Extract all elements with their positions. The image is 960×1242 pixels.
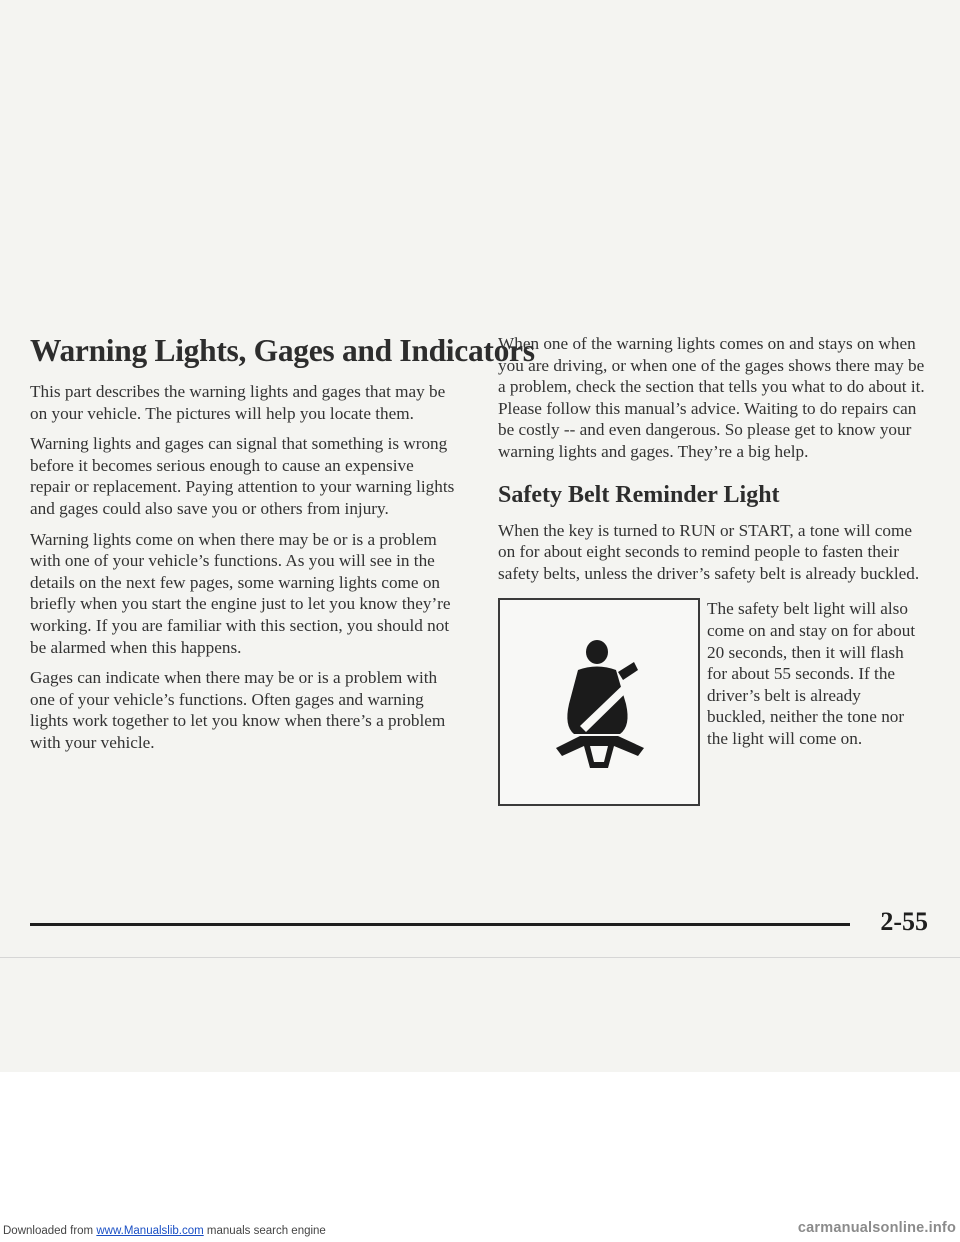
watermark: carmanualsonline.info <box>797 1220 956 1236</box>
paragraph-gages: Gages can indicate when there may be or is a problem with one of your vehicle’s functions. Often gages and warning lights work together to let you know when there’s a problem with your vehicle. <box>30 668 446 752</box>
manualslib-link[interactable]: www.Manualslib.com <box>96 1225 204 1237</box>
figure-row <box>498 598 930 808</box>
figure-caption-block <box>707 598 922 758</box>
download-credit <box>3 1225 326 1237</box>
paragraph-warning-signal: Warning lights and gages can signal that something is wrong before it becomes serious enough to cause an expensive repair or replacement. Paying attention to your warning lights and gages could also save you or others from injury. <box>30 434 455 518</box>
paragraph-reminder-tone: When the key is turned to RUN or START, a tone will come on for about eight seconds to remind people to fasten their safety belts, unless the driver’s safety belt is already buckled. <box>498 520 920 583</box>
paragraph-stays-on: When one of the warning lights comes on and stays on when you are driving, or when one of the gages shows there may be a problem, check the section that tells you what to do about it. Please follow this manual’s advice. Waiting to do repairs can be costly -- and even dangerous. So please get to know your warning lights and gages. They’re a big help. <box>498 334 925 461</box>
figure-caption: The safety belt light will also come on and stay on for about 20 seconds, then it will flash for about 55 seconds. If the driver’s belt is already buckled, neither the tone nor the light will come on. <box>707 599 916 748</box>
page-number: 2-55 <box>880 907 928 936</box>
right-column <box>498 333 930 808</box>
safety-belt-icon <box>500 600 698 804</box>
left-column <box>30 333 535 763</box>
footer-rule <box>30 923 850 926</box>
paragraph-warning-lights: Warning lights come on when there may be or is a problem with one of your vehicle’s functions. As you will see in the details on the next few pages, some warning lights come on briefly when you start the engine just to let you know they’re working. If you are familiar with this section, you should not be alarmed when this happens. <box>30 529 451 657</box>
footer-divider <box>0 957 960 958</box>
paragraph-intro: This part describes the warning lights and gages that may be on your vehicle. The pictures will help you locate them. <box>30 382 446 423</box>
download-suffix: manuals search engine <box>206 1225 326 1237</box>
page-title: Warning Lights, Gages and Indicators <box>30 333 535 368</box>
download-prefix: Downloaded from <box>3 1225 94 1237</box>
safety-belt-figure <box>498 598 700 806</box>
download-bar <box>0 1222 960 1242</box>
subsection-title: Safety Belt Reminder Light <box>498 481 780 508</box>
